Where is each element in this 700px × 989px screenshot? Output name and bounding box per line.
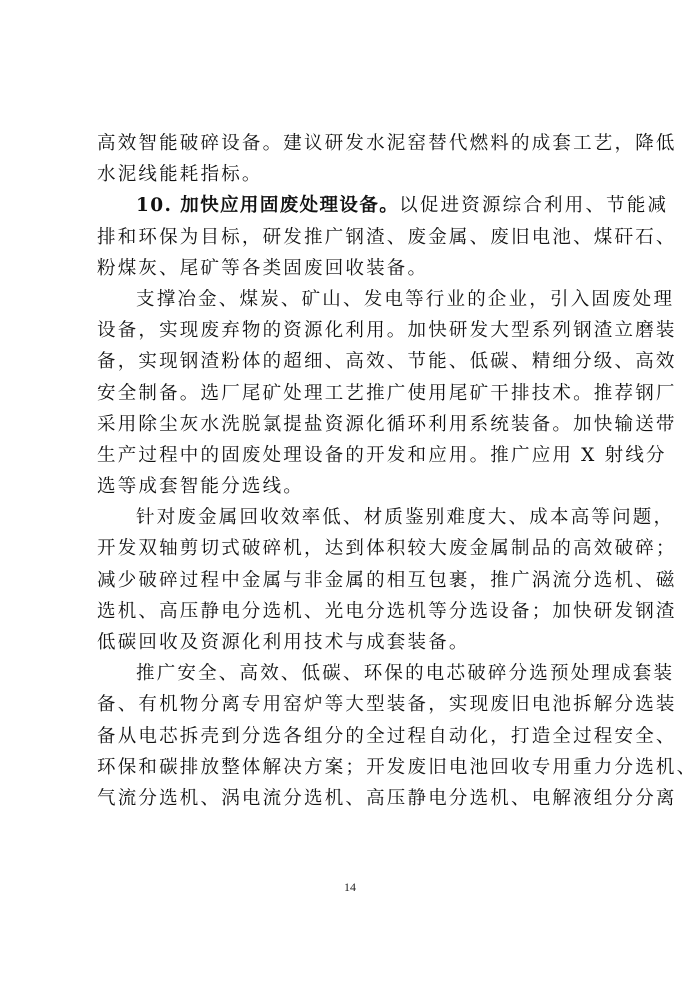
text-line: 备从电芯拆壳到分选各组分的全过程自动化，打造全过程安全、 [97, 725, 677, 747]
text-line: 备，实现钢渣粉体的超细、高效、节能、低碳、精细分级、高效 [97, 351, 677, 373]
text-line: 以促进资源综合利用、节能减 [399, 195, 669, 217]
text-line: 排和环保为目标，研发推广钢渣、废金属、废旧电池、煤矸石、 [97, 226, 677, 248]
text-line: 生产过程中的固废处理设备的开发和应用。推广应用 X 射线分 [97, 444, 667, 466]
page-number: 14 [344, 880, 356, 894]
text-line: 低碳回收及资源化利用技术与成套装备。 [97, 632, 470, 653]
body-text [97, 128, 698, 814]
text-line: 采用除尘灰水洗脱氯提盐资源化循环利用系统装备。加快输送带 [97, 413, 677, 435]
text-line: 减少破碎过程中金属与非金属的相互包裹，推广涡流分选机、磁 [97, 569, 677, 591]
section-heading-line [97, 190, 669, 221]
text-line: 水泥线能耗指标。 [97, 164, 263, 186]
text-line: 气流分选机、涡电流分选机、高压静电分选机、电解液组分分离 [97, 787, 677, 809]
text-line: 粉煤灰、尾矿等各类固废回收装备。 [97, 257, 429, 279]
text-line: 支撑冶金、煤炭、矿山、发电等行业的企业，引入固废处理 [136, 288, 675, 310]
section-heading: 10. 加快应用固废处理设备。 [136, 195, 400, 217]
text-line: 高效智能破碎设备。建议研发水泥窑替代燃料的成套工艺，降低 [97, 133, 677, 154]
text-line: 针对废金属回收效率低、材质鉴别难度大、成本高等问题， [136, 507, 675, 529]
text-line: 环保和碳排放整体解决方案；开发废旧电池回收专用重力分选机、 [97, 756, 698, 778]
text-line: 备、有机物分离专用窑炉等大型装备，实现废旧电池拆解分选装 [97, 694, 677, 716]
text-line: 开发双轴剪切式破碎机，达到体积较大废金属制品的高效破碎； [97, 538, 677, 560]
text-line: 选等成套智能分选线。 [97, 476, 305, 498]
text-line: 设备，实现废弃物的资源化利用。加快研发大型系列钢渣立磨装 [97, 320, 677, 342]
text-line: 推广安全、高效、低碳、环保的电芯破碎分选预处理成套装 [136, 663, 675, 685]
text-line: 安全制备。选厂尾矿处理工艺推广使用尾矿干排技术。推荐钢厂 [97, 382, 677, 404]
text-line: 选机、高压静电分选机、光电分选机等分选设备；加快研发钢渣 [97, 600, 677, 622]
